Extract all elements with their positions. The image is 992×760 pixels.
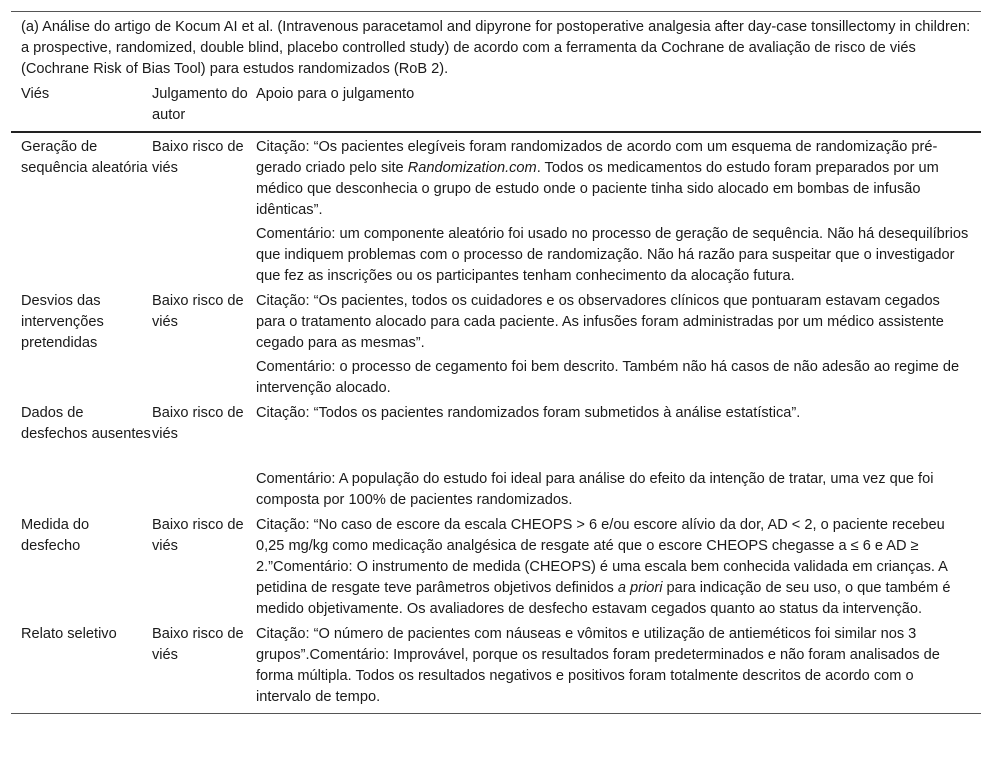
support-quote: Citação: “Os pacientes elegíveis foram randomizados de acordo com um esquema de randomização pré-gerado criado pelo site Randomization.com. Todos os medicamentos do estudo foram preparados por um médico que desconhecia o grupo de estudo onde o paciente tinha sido alocado em bombas de infusão idênticas”. <box>256 139 939 218</box>
author-judgment: Baixo risco de viés <box>152 517 244 554</box>
header-support: Apoio para o julgamento <box>256 86 415 102</box>
table-row <box>11 620 981 713</box>
author-judgment: Baixo risco de viés <box>152 626 244 663</box>
support-text: Citação: “O número de pacientes com náuseas e vômitos e utilização de antieméticos foi similar nos 3 grupos”.Comentário: Improvável, porque os resultados foram predeterminados e não foram analisados de forma múltipla. Todos os resultados negativos e positivos foram totalmente descritos de acordo com o intervalo de tempo. <box>256 626 940 705</box>
author-judgment: Baixo risco de viés <box>152 139 244 176</box>
table-caption: (a) Análise do artigo de Kocum AI et al. (Intravenous paracetamol and dipyrone for postoperative analgesia after day-case tonsillectomy in children: a prospective, randomized, double blind, placebo controlled study) de acordo com a ferramenta da Cochrane de avaliação de risco de viés (Cochrane Risk of Bias Tool) para estudos randomizados (RoB 2). <box>21 19 971 77</box>
bias-domain: Geração de sequência aleatória <box>21 139 148 176</box>
header-bias: Viés <box>21 86 50 102</box>
support-cell <box>256 515 981 620</box>
bias-domain: Desvios das intervenções pretendidas <box>21 293 104 351</box>
support-comment: Comentário: A população do estudo foi ideal para análise do efeito da intenção de tratar, uma vez que foi composta por 100% de pacientes randomizados. <box>256 471 934 508</box>
support-quote: Citação: “Todos os pacientes randomizados foram submetidos à análise estatística”. <box>256 405 801 421</box>
header-judgment: Julgamento do autor <box>152 86 248 123</box>
bias-domain: Dados de desfechos ausentes <box>21 405 151 442</box>
risk-of-bias-table <box>11 11 981 714</box>
a-priori-term: a priori <box>617 580 663 596</box>
bias-domain: Relato seletivo <box>21 626 117 642</box>
support-cell <box>256 624 981 708</box>
support-cell <box>256 291 981 399</box>
table-row <box>11 287 981 399</box>
table-row <box>11 133 981 287</box>
support-comment: Comentário: um componente aleatório foi usado no processo de geração de sequência. Não há desequilíbrios que indiquem problemas com o processo de randomização. Não há razão para suspeitar que o investigador que fez as inscrições ou os participantes tenham conhecimento da alocação futura. <box>256 226 969 284</box>
author-judgment: Baixo risco de viés <box>152 293 244 330</box>
bias-domain: Medida do desfecho <box>21 517 90 554</box>
table-row <box>11 399 981 511</box>
support-cell <box>256 137 981 287</box>
support-text: Citação: “No caso de escore da escala CHEOPS > 6 e/ou escore alívio da dor, AD < 2, o paciente recebeu 0,25 mg/kg como medicação analgésica de resgate até que o escore CHEOPS chegasse a ≤ 6 e AD ≥ 2.”Comentário: O instrumento de medida (CHEOPS) é uma escala bem conhecida validada em crianças. A petidina de resgate teve parâmetros objetivos definidos a priori para indicação de seu uso, o que também é medido objetivamente. Os avaliadores de desfecho estavam cegados quanto ao status da intervenção. <box>256 517 951 617</box>
support-cell <box>256 403 981 511</box>
website-name: Randomization.com <box>407 160 537 176</box>
author-judgment: Baixo risco de viés <box>152 405 244 442</box>
table-header-row <box>11 84 981 133</box>
support-comment: Comentário: o processo de cegamento foi bem descrito. Também não há casos de não adesão ao regime de intervenção alocado. <box>256 359 960 396</box>
support-quote: Citação: “Os pacientes, todos os cuidadores e os observadores clínicos que pontuaram estavam cegados para o tratamento alocado para cada paciente. As infusões foram administradas por um médico assistente cegado para as mesmas”. <box>256 293 944 351</box>
table-row <box>11 511 981 620</box>
